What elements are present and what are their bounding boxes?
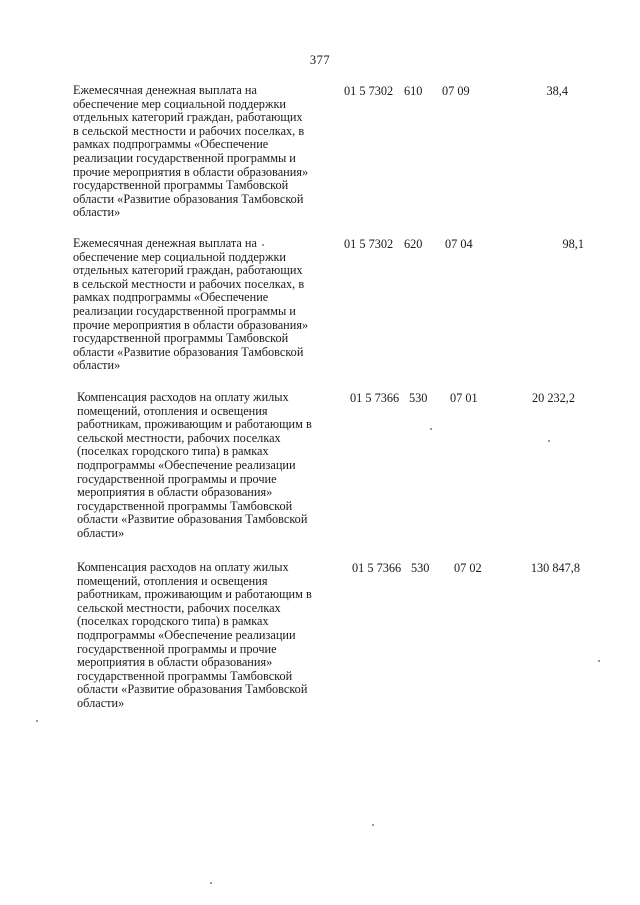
expense-type-code: 620 bbox=[404, 237, 423, 251]
description-line: реализации государственной программы и bbox=[73, 150, 296, 165]
description-line: помещений, отопления и освещения bbox=[77, 403, 268, 418]
description-line: подпрограммы «Обеспечение реализации bbox=[77, 457, 296, 472]
scan-speck bbox=[548, 440, 550, 442]
amount-value: 98,1 bbox=[562, 237, 584, 251]
description-line: работникам, проживающим и работающим в bbox=[77, 417, 312, 432]
description-line: прочие мероприятия в области образования» bbox=[73, 317, 309, 332]
description-line: области» bbox=[73, 358, 121, 373]
amount-value: 20 232,2 bbox=[531, 391, 575, 405]
description-line: области «Развитие образования Тамбовской bbox=[73, 191, 304, 206]
description-line: области» bbox=[77, 525, 125, 540]
scan-speck bbox=[262, 244, 264, 246]
description-line: области «Развитие образования Тамбовской bbox=[77, 682, 308, 697]
scan-speck bbox=[430, 428, 432, 430]
row-description bbox=[77, 561, 339, 711]
scan-speck bbox=[598, 660, 600, 662]
page-number: 377 bbox=[309, 53, 331, 67]
description-line: государственной программы Тамбовской bbox=[73, 331, 289, 346]
description-line: отдельных категорий граждан, работающих bbox=[73, 110, 303, 125]
description-line: сельской местности, рабочих поселках bbox=[77, 430, 281, 445]
section-code: 07 02 bbox=[454, 561, 482, 575]
description-line: обеспечение мер социальной поддержки bbox=[73, 96, 287, 111]
description-line: работникам, проживающим и работающим в bbox=[77, 587, 312, 602]
row-description bbox=[73, 237, 335, 373]
target-item-code: 01 5 7302 bbox=[344, 237, 394, 251]
description-line: прочие мероприятия в области образования» bbox=[73, 164, 309, 179]
section-code: 07 04 bbox=[445, 237, 473, 251]
description-line: обеспечение мер социальной поддержки bbox=[73, 249, 287, 264]
description-line: государственной программы Тамбовской bbox=[77, 498, 293, 513]
target-item-code: 01 5 7366 bbox=[350, 391, 400, 405]
description-line: государственной программы Тамбовской bbox=[73, 178, 289, 193]
description-line: мероприятия в области образования» bbox=[77, 485, 273, 500]
row-description bbox=[77, 391, 339, 541]
target-item-code: 01 5 7302 bbox=[344, 84, 394, 98]
description-line: в сельской местности и рабочих поселках, в bbox=[73, 276, 305, 291]
target-item-code: 01 5 7366 bbox=[352, 561, 402, 575]
expense-type-code: 610 bbox=[404, 84, 423, 98]
expense-type-code: 530 bbox=[409, 391, 428, 405]
description-line: Компенсация расходов на оплату жилых bbox=[77, 560, 289, 574]
description-line: рамках подпрограммы «Обеспечение bbox=[73, 137, 269, 152]
row-description bbox=[73, 84, 335, 220]
scan-speck bbox=[372, 824, 374, 826]
description-line: государственной программы и прочие bbox=[77, 641, 277, 656]
description-line: области «Развитие образования Тамбовской bbox=[77, 512, 308, 527]
scan-speck bbox=[36, 720, 38, 722]
description-line: подпрограммы «Обеспечение реализации bbox=[77, 627, 296, 642]
description-line: области «Развитие образования Тамбовской bbox=[73, 344, 304, 359]
description-line: сельской местности, рабочих поселках bbox=[77, 600, 281, 615]
description-line: Ежемесячная денежная выплата на bbox=[73, 236, 257, 250]
description-line: государственной программы Тамбовской bbox=[77, 668, 293, 683]
description-line: государственной программы и прочие bbox=[77, 471, 277, 486]
description-line: Компенсация расходов на оплату жилых bbox=[77, 390, 289, 404]
description-line: помещений, отопления и освещения bbox=[77, 573, 268, 588]
description-line: в сельской местности и рабочих поселках, в bbox=[73, 123, 305, 138]
description-line: (поселках городского типа) в рамках bbox=[77, 444, 269, 459]
description-line: области» bbox=[77, 695, 125, 710]
amount-value: 130 847,8 bbox=[530, 561, 580, 575]
description-line: рамках подпрограммы «Обеспечение bbox=[73, 290, 269, 305]
section-code: 07 01 bbox=[450, 391, 478, 405]
amount-value: 38,4 bbox=[546, 84, 568, 98]
description-line: мероприятия в области образования» bbox=[77, 655, 273, 670]
section-code: 07 09 bbox=[442, 84, 470, 98]
description-line: области» bbox=[73, 205, 121, 220]
description-line: реализации государственной программы и bbox=[73, 303, 296, 318]
description-line: (поселках городского типа) в рамках bbox=[77, 614, 269, 629]
description-line: отдельных категорий граждан, работающих bbox=[73, 263, 303, 278]
scan-speck bbox=[210, 882, 212, 884]
expense-type-code: 530 bbox=[411, 561, 430, 575]
description-line: Ежемесячная денежная выплата на bbox=[73, 83, 257, 97]
